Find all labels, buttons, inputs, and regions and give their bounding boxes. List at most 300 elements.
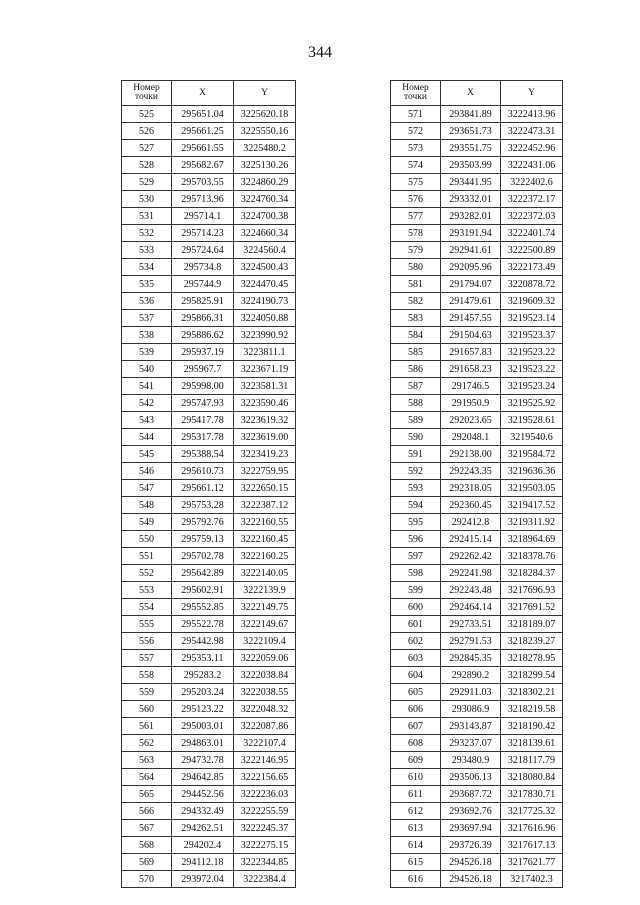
table-row [391,344,563,361]
table-row [391,650,563,667]
y-cell: 3222372.03 [501,208,563,225]
x-cell: 294112.18 [172,854,234,871]
table-row [122,599,296,616]
point-number-cell: 607 [391,718,441,735]
point-number-cell: 575 [391,174,441,191]
table-row [122,667,296,684]
point-number-cell: 581 [391,276,441,293]
table-row [122,565,296,582]
x-cell: 292318.05 [441,480,501,497]
y-cell: 3219523.37 [501,327,563,344]
point-number-cell: 556 [122,633,172,650]
y-cell: 3217617.13 [501,837,563,854]
y-cell: 3223671.19 [234,361,296,378]
table-row [122,650,296,667]
y-cell: 3218284.37 [501,565,563,582]
y-cell: 3217830.71 [501,786,563,803]
point-number-cell: 565 [122,786,172,803]
point-number-cell: 559 [122,684,172,701]
y-cell: 3225550.16 [234,123,296,140]
table-row [391,531,563,548]
table-row [122,412,296,429]
y-cell: 3222160.25 [234,548,296,565]
table-row [122,752,296,769]
x-cell: 295442.98 [172,633,234,650]
table-row [391,157,563,174]
table-row [122,259,296,276]
x-cell: 295937.19 [172,344,234,361]
point-number-cell: 566 [122,803,172,820]
x-cell: 295661.12 [172,480,234,497]
table-row [391,106,563,123]
x-cell: 295702.78 [172,548,234,565]
y-cell: 3222146.95 [234,752,296,769]
point-number-cell: 551 [122,548,172,565]
table-row [391,633,563,650]
y-cell: 3218189.07 [501,616,563,633]
point-number-cell: 605 [391,684,441,701]
x-cell: 293972.04 [172,871,234,888]
table-row [391,582,563,599]
x-cell: 293551.75 [441,140,501,157]
y-cell: 3222038.84 [234,667,296,684]
x-cell: 292138.00 [441,446,501,463]
x-cell: 293332.01 [441,191,501,208]
point-number-cell: 578 [391,225,441,242]
y-cell: 3222255.59 [234,803,296,820]
point-number-cell: 610 [391,769,441,786]
table-row [122,157,296,174]
table-row [391,769,563,786]
table-row [122,191,296,208]
y-cell: 3222149.67 [234,616,296,633]
point-number-cell: 593 [391,480,441,497]
x-cell: 295744.9 [172,276,234,293]
point-number-cell: 546 [122,463,172,480]
point-number-cell: 536 [122,293,172,310]
table-row [122,548,296,565]
coordinates-table-left [121,80,296,888]
point-number-cell: 592 [391,463,441,480]
x-cell: 294332.49 [172,803,234,820]
x-cell: 294732.78 [172,752,234,769]
y-cell: 3218278.95 [501,650,563,667]
y-cell: 3224190.73 [234,293,296,310]
y-cell: 3222139.9 [234,582,296,599]
table-row [391,718,563,735]
x-cell: 295417.78 [172,412,234,429]
point-number-cell: 598 [391,565,441,582]
point-number-cell: 591 [391,446,441,463]
point-number-cell: 526 [122,123,172,140]
table-row [122,633,296,650]
x-cell: 294863.01 [172,735,234,752]
y-cell: 3219503.05 [501,480,563,497]
point-number-cell: 614 [391,837,441,854]
x-cell: 295703.55 [172,174,234,191]
table-row [391,293,563,310]
table-row [122,871,296,888]
table-row [122,803,296,820]
y-cell: 3218964.69 [501,531,563,548]
table-row [122,514,296,531]
point-number-cell: 613 [391,820,441,837]
x-cell: 295552.85 [172,599,234,616]
table-row [391,327,563,344]
y-cell: 3219528.61 [501,412,563,429]
y-cell: 3219525.92 [501,395,563,412]
point-number-cell: 534 [122,259,172,276]
x-cell: 291457.55 [441,310,501,327]
x-cell: 293143.87 [441,718,501,735]
y-cell: 3220878.72 [501,276,563,293]
x-cell: 292412.8 [441,514,501,531]
y-cell: 3224500.43 [234,259,296,276]
point-number-cell: 529 [122,174,172,191]
x-cell: 293841.89 [441,106,501,123]
table-row [391,208,563,225]
table-row [391,361,563,378]
x-cell: 293692.76 [441,803,501,820]
y-cell: 3223590.46 [234,395,296,412]
point-number-cell: 544 [122,429,172,446]
y-cell: 3219540.6 [501,429,563,446]
x-cell: 293726.39 [441,837,501,854]
x-cell: 293687.72 [441,786,501,803]
y-cell: 3225480.2 [234,140,296,157]
coordinates-table-right [390,80,563,888]
point-number-cell: 599 [391,582,441,599]
x-cell: 295866.31 [172,310,234,327]
y-cell: 3218219.58 [501,701,563,718]
x-cell: 292845.35 [441,650,501,667]
y-cell: 3219523.22 [501,361,563,378]
point-number-cell: 533 [122,242,172,259]
table-row [391,480,563,497]
point-number-cell: 609 [391,752,441,769]
y-cell: 3222109.4 [234,633,296,650]
x-cell: 295317.78 [172,429,234,446]
table-row [122,327,296,344]
table-row [391,412,563,429]
y-cell: 3222759.95 [234,463,296,480]
table-row [122,684,296,701]
point-number-cell: 545 [122,446,172,463]
x-cell: 291950.9 [441,395,501,412]
x-cell: 293480.9 [441,752,501,769]
x-cell: 295713.96 [172,191,234,208]
y-cell: 3222140.05 [234,565,296,582]
point-number-cell: 585 [391,344,441,361]
point-number-cell: 602 [391,633,441,650]
x-cell: 292415.14 [441,531,501,548]
y-cell: 3222650.15 [234,480,296,497]
y-cell: 3219523.24 [501,378,563,395]
x-cell: 293697.94 [441,820,501,837]
table-row [122,735,296,752]
table-row [122,463,296,480]
point-number-cell: 550 [122,531,172,548]
x-cell: 295714.1 [172,208,234,225]
y-cell: 3218239.27 [501,633,563,650]
point-number-cell: 594 [391,497,441,514]
table-row [391,378,563,395]
table-row [122,531,296,548]
x-cell: 292262.42 [441,548,501,565]
x-cell: 294526.18 [441,854,501,871]
x-cell: 293506.13 [441,769,501,786]
y-cell: 3218302.21 [501,684,563,701]
x-cell: 294202.4 [172,837,234,854]
y-cell: 3224470.45 [234,276,296,293]
x-cell: 295661.55 [172,140,234,157]
table-row [391,735,563,752]
x-cell: 292095.96 [441,259,501,276]
header-y: Y [234,81,296,106]
table-row [391,684,563,701]
point-number-cell: 587 [391,378,441,395]
y-cell: 3225130.26 [234,157,296,174]
y-cell: 3225620.18 [234,106,296,123]
x-cell: 293282.01 [441,208,501,225]
x-cell: 293651.73 [441,123,501,140]
point-number-cell: 562 [122,735,172,752]
point-number-cell: 597 [391,548,441,565]
table-row [122,293,296,310]
y-cell: 3219417.52 [501,497,563,514]
y-cell: 3222059.06 [234,650,296,667]
table-row [122,242,296,259]
table-row [391,310,563,327]
y-cell: 3222087.86 [234,718,296,735]
y-cell: 3222387.12 [234,497,296,514]
table-body-right [391,106,563,888]
table-row [391,701,563,718]
x-cell: 291657.83 [441,344,501,361]
y-cell: 3217621.77 [501,854,563,871]
x-cell: 291658.23 [441,361,501,378]
table-row [122,208,296,225]
y-cell: 3217402.3 [501,871,563,888]
y-cell: 3224700.38 [234,208,296,225]
y-cell: 3219523.22 [501,344,563,361]
y-cell: 3222038.55 [234,684,296,701]
point-number-cell: 616 [391,871,441,888]
point-number-cell: 531 [122,208,172,225]
y-cell: 3217696.93 [501,582,563,599]
table-row [391,395,563,412]
x-cell: 292941.61 [441,242,501,259]
point-number-cell: 606 [391,701,441,718]
point-number-cell: 590 [391,429,441,446]
point-number-cell: 611 [391,786,441,803]
table-row [122,123,296,140]
table-row [391,225,563,242]
y-cell: 3222236.03 [234,786,296,803]
point-number-cell: 535 [122,276,172,293]
point-number-cell: 554 [122,599,172,616]
point-number-cell: 577 [391,208,441,225]
table-row [122,480,296,497]
point-number-cell: 558 [122,667,172,684]
table-row [391,191,563,208]
y-cell: 3218117.79 [501,752,563,769]
point-number-cell: 525 [122,106,172,123]
point-number-cell: 557 [122,650,172,667]
point-number-cell: 527 [122,140,172,157]
point-number-cell: 568 [122,837,172,854]
y-cell: 3218190.42 [501,718,563,735]
header-point-number: Номер точки [391,81,441,106]
page-number: 344 [308,44,332,61]
point-number-cell: 576 [391,191,441,208]
table-row [122,786,296,803]
y-cell: 3222344.85 [234,854,296,871]
x-cell: 295714.23 [172,225,234,242]
table-row [122,701,296,718]
point-number-cell: 580 [391,259,441,276]
point-number-cell: 548 [122,497,172,514]
x-cell: 292243.35 [441,463,501,480]
table-header-row [122,81,296,106]
x-cell: 295747.93 [172,395,234,412]
x-cell: 295123.22 [172,701,234,718]
table-row [391,140,563,157]
table-row [122,837,296,854]
point-number-cell: 589 [391,412,441,429]
point-number-cell: 582 [391,293,441,310]
point-number-cell: 604 [391,667,441,684]
x-cell: 295642.89 [172,565,234,582]
point-number-cell: 601 [391,616,441,633]
x-cell: 295792.76 [172,514,234,531]
table-row [122,820,296,837]
y-cell: 3224050.88 [234,310,296,327]
y-cell: 3222156.65 [234,769,296,786]
x-cell: 292241.98 [441,565,501,582]
x-cell: 295610.73 [172,463,234,480]
point-number-cell: 542 [122,395,172,412]
x-cell: 291794.07 [441,276,501,293]
point-number-cell: 538 [122,327,172,344]
y-cell: 3222048.32 [234,701,296,718]
x-cell: 293237.07 [441,735,501,752]
point-number-cell: 541 [122,378,172,395]
y-cell: 3222401.74 [501,225,563,242]
point-number-cell: 588 [391,395,441,412]
table-row [391,514,563,531]
x-cell: 295734.8 [172,259,234,276]
x-cell: 294642.85 [172,769,234,786]
table-row [391,599,563,616]
x-cell: 291504.63 [441,327,501,344]
x-cell: 295283.2 [172,667,234,684]
table-row [391,446,563,463]
table-row [391,276,563,293]
x-cell: 295353.11 [172,650,234,667]
point-number-cell: 571 [391,106,441,123]
y-cell: 3224660.34 [234,225,296,242]
x-cell: 292048.1 [441,429,501,446]
table-row [122,497,296,514]
point-number-cell: 539 [122,344,172,361]
y-cell: 3222413.96 [501,106,563,123]
x-cell: 292464.14 [441,599,501,616]
table-row [122,276,296,293]
point-number-cell: 612 [391,803,441,820]
x-cell: 295203.24 [172,684,234,701]
x-cell: 293503.99 [441,157,501,174]
point-number-cell: 530 [122,191,172,208]
y-cell: 3219523.14 [501,310,563,327]
point-number-cell: 584 [391,327,441,344]
x-cell: 295651.04 [172,106,234,123]
point-number-cell: 543 [122,412,172,429]
y-cell: 3222431.06 [501,157,563,174]
x-cell: 295759.13 [172,531,234,548]
table-row [391,548,563,565]
point-number-cell: 532 [122,225,172,242]
x-cell: 295682.67 [172,157,234,174]
table-row [391,497,563,514]
table-header-row [391,81,563,106]
point-number-cell: 603 [391,650,441,667]
y-cell: 3219609.32 [501,293,563,310]
point-number-cell: 595 [391,514,441,531]
point-number-cell: 564 [122,769,172,786]
table-row [122,361,296,378]
x-cell: 292733.51 [441,616,501,633]
table-row [391,786,563,803]
table-row [122,718,296,735]
x-cell: 295724.64 [172,242,234,259]
x-cell: 294526.18 [441,871,501,888]
y-cell: 3224560.4 [234,242,296,259]
y-cell: 3222500.89 [501,242,563,259]
x-cell: 291479.61 [441,293,501,310]
point-number-cell: 560 [122,701,172,718]
y-cell: 3222452.96 [501,140,563,157]
x-cell: 294262.51 [172,820,234,837]
point-number-cell: 600 [391,599,441,616]
y-cell: 3218080.84 [501,769,563,786]
y-cell: 3218139.61 [501,735,563,752]
y-cell: 3219584.72 [501,446,563,463]
table-row [391,174,563,191]
y-cell: 3224860.29 [234,174,296,191]
y-cell: 3222160.55 [234,514,296,531]
point-number-cell: 596 [391,531,441,548]
point-number-cell: 537 [122,310,172,327]
table-row [391,259,563,276]
x-cell: 292360.45 [441,497,501,514]
point-number-cell: 552 [122,565,172,582]
y-cell: 3222402.6 [501,174,563,191]
y-cell: 3223990.92 [234,327,296,344]
header-x: X [441,81,501,106]
point-number-cell: 570 [122,871,172,888]
header-x: X [172,81,234,106]
y-cell: 3217725.32 [501,803,563,820]
y-cell: 3223619.32 [234,412,296,429]
point-number-cell: 586 [391,361,441,378]
x-cell: 295998.00 [172,378,234,395]
y-cell: 3223419.23 [234,446,296,463]
y-cell: 3222149.75 [234,599,296,616]
x-cell: 292023.65 [441,412,501,429]
y-cell: 3222160.45 [234,531,296,548]
x-cell: 295661.25 [172,123,234,140]
